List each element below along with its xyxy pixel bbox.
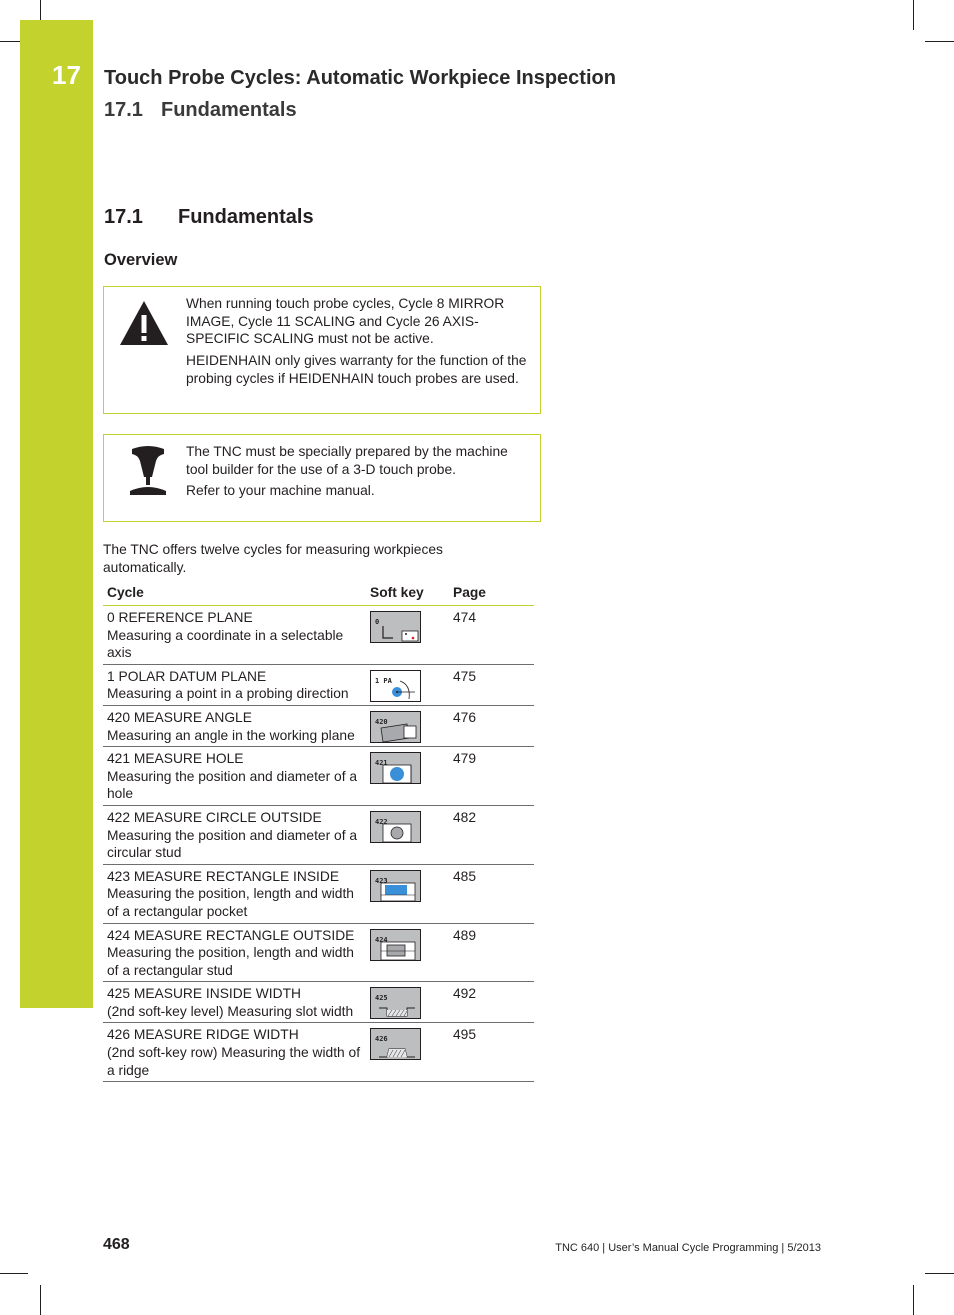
table-row [103, 864, 534, 923]
column-header-page: Page [449, 581, 534, 606]
chapter-sidebar [20, 20, 93, 1008]
cycle-description: (2nd soft-key level) Measuring slot width [107, 1003, 354, 1019]
cycle-description: Measuring the position and diameter of a circular stud [107, 827, 358, 861]
softkey-label: 420 [375, 717, 388, 726]
cycle-description: Measuring the position and diameter of a hole [107, 768, 358, 802]
chapter-title: Touch Probe Cycles: Automatic Workpiece Inspection [104, 67, 616, 89]
warning-paragraph: HEIDENHAIN only gives warranty for the function of the probing cycles if HEIDENHAIN touch probes are used. [186, 353, 527, 386]
crop-mark [913, 0, 914, 30]
cycle-name: 422 MEASURE CIRCLE OUTSIDE [107, 809, 322, 825]
machine-paragraph: Refer to your machine manual. [186, 483, 375, 499]
machine-paragraph: The TNC must be specially prepared by the machine tool builder for the use of a 3-D touch probe. [186, 444, 508, 477]
softkey-button[interactable] [370, 987, 421, 1019]
page-cell: 485 [449, 864, 534, 923]
cycle-cell [103, 864, 366, 923]
crop-mark [0, 41, 20, 42]
page-cell: 482 [449, 805, 534, 864]
softkey-cell [366, 1023, 449, 1082]
softkey-cell [366, 606, 449, 665]
running-section-title: Fundamentals [161, 99, 297, 121]
cycle-description: Measuring a coordinate in a selectable axis [107, 627, 344, 661]
cycle-name: 425 MEASURE INSIDE WIDTH [107, 986, 301, 1002]
chapter-number: 17 [52, 60, 81, 90]
softkey-button[interactable] [370, 611, 421, 643]
softkey-label: 424 [375, 935, 388, 944]
crop-mark [925, 41, 954, 42]
softkey-button[interactable] [370, 870, 421, 902]
cycle-name: 1 POLAR DATUM PLANE [107, 668, 267, 684]
footer-text: TNC 640 | User’s Manual Cycle Programming | 5/2013 [555, 1242, 821, 1254]
page-cell: 476 [449, 705, 534, 746]
table-row [103, 664, 534, 705]
warning-note [103, 286, 541, 414]
softkey-label: 425 [375, 994, 388, 1003]
cycle-cell [103, 606, 366, 665]
table-row [103, 805, 534, 864]
cycle-cell [103, 805, 366, 864]
intro-paragraph: The TNC offers twelve cycles for measuring workpieces automatically. [103, 542, 443, 575]
crop-mark [40, 0, 41, 20]
softkey-label: 426 [375, 1035, 388, 1044]
section-heading [104, 206, 314, 229]
running-section-header [104, 99, 297, 122]
table-row [103, 705, 534, 746]
cycle-description: Measuring the position, length and width of a rectangular stud [107, 945, 354, 978]
cycle-name: 424 MEASURE RECTANGLE OUTSIDE [107, 927, 355, 943]
cycle-name: 426 MEASURE RIDGE WIDTH [107, 1027, 299, 1043]
subsection-heading: Overview [104, 251, 178, 269]
table-row [103, 1023, 534, 1082]
page-cell: 492 [449, 982, 534, 1023]
crop-mark [925, 1273, 954, 1274]
softkey-cell [366, 705, 449, 746]
softkey-button[interactable] [370, 1028, 421, 1060]
softkey-cell [366, 864, 449, 923]
cycle-cell [103, 923, 366, 982]
softkey-label: 422 [375, 817, 388, 826]
cycle-name: 423 MEASURE RECTANGLE INSIDE [107, 868, 340, 884]
softkey-cell [366, 805, 449, 864]
softkey-button[interactable] [370, 670, 421, 702]
section-number: 17.1 [104, 206, 143, 228]
table-row [103, 923, 534, 982]
page-cell: 479 [449, 747, 534, 806]
cycle-name: 421 MEASURE HOLE [107, 751, 244, 767]
table-row [103, 982, 534, 1023]
crop-mark [0, 1273, 28, 1274]
cycle-cell [103, 747, 366, 806]
cycle-description: Measuring the position, length and width of a rectangular pocket [107, 886, 354, 919]
softkey-cell [366, 923, 449, 982]
column-header-softkey: Soft key [366, 581, 449, 606]
table-row [103, 606, 534, 665]
softkey-label: 0 [375, 618, 380, 626]
warning-paragraph: When running touch probe cycles, Cycle 8 MIRROR IMAGE, Cycle 11 SCALING and Cycle 26 AXIS-SPECIFIC SCALING must not be active. [186, 296, 505, 347]
cycle-name: 420 MEASURE ANGLE [107, 709, 252, 725]
warning-icon [118, 295, 170, 351]
cycle-cell [103, 982, 366, 1023]
cycle-description: (2nd soft-key row) Measuring the width of a ridge [107, 1045, 361, 1078]
machine-note [103, 434, 541, 522]
softkey-cell [366, 747, 449, 806]
cycle-description: Measuring an angle in the working plane [107, 727, 355, 743]
machine-note-text [186, 443, 528, 504]
cycle-cell [103, 664, 366, 705]
softkey-label: 1 PA [375, 676, 392, 685]
crop-mark [913, 1285, 914, 1315]
machine-dependent-icon [122, 445, 174, 501]
table-header-row [103, 581, 534, 606]
cycle-cell [103, 1023, 366, 1082]
crop-mark [40, 1285, 41, 1315]
running-section-number: 17.1 [104, 99, 143, 121]
page-cell: 495 [449, 1023, 534, 1082]
page-cell: 475 [449, 664, 534, 705]
page-number: 468 [103, 1236, 130, 1253]
softkey-cell [366, 664, 449, 705]
cycle-cell [103, 705, 366, 746]
softkey-label: 423 [375, 876, 388, 885]
softkey-button[interactable] [370, 752, 421, 784]
cycles-table [103, 581, 534, 1082]
warning-note-text [186, 295, 528, 392]
table-row [103, 747, 534, 806]
softkey-cell [366, 982, 449, 1023]
cycle-name: 0 REFERENCE PLANE [107, 610, 253, 625]
softkey-label: 421 [375, 759, 388, 768]
section-title: Fundamentals [178, 206, 314, 228]
page-cell: 474 [449, 606, 534, 665]
column-header-cycle: Cycle [103, 581, 366, 606]
page-cell: 489 [449, 923, 534, 982]
softkey-button[interactable] [370, 929, 421, 961]
softkey-button[interactable] [370, 711, 421, 743]
softkey-button[interactable] [370, 811, 421, 843]
cycle-description: Measuring a point in a probing direction [107, 686, 349, 702]
